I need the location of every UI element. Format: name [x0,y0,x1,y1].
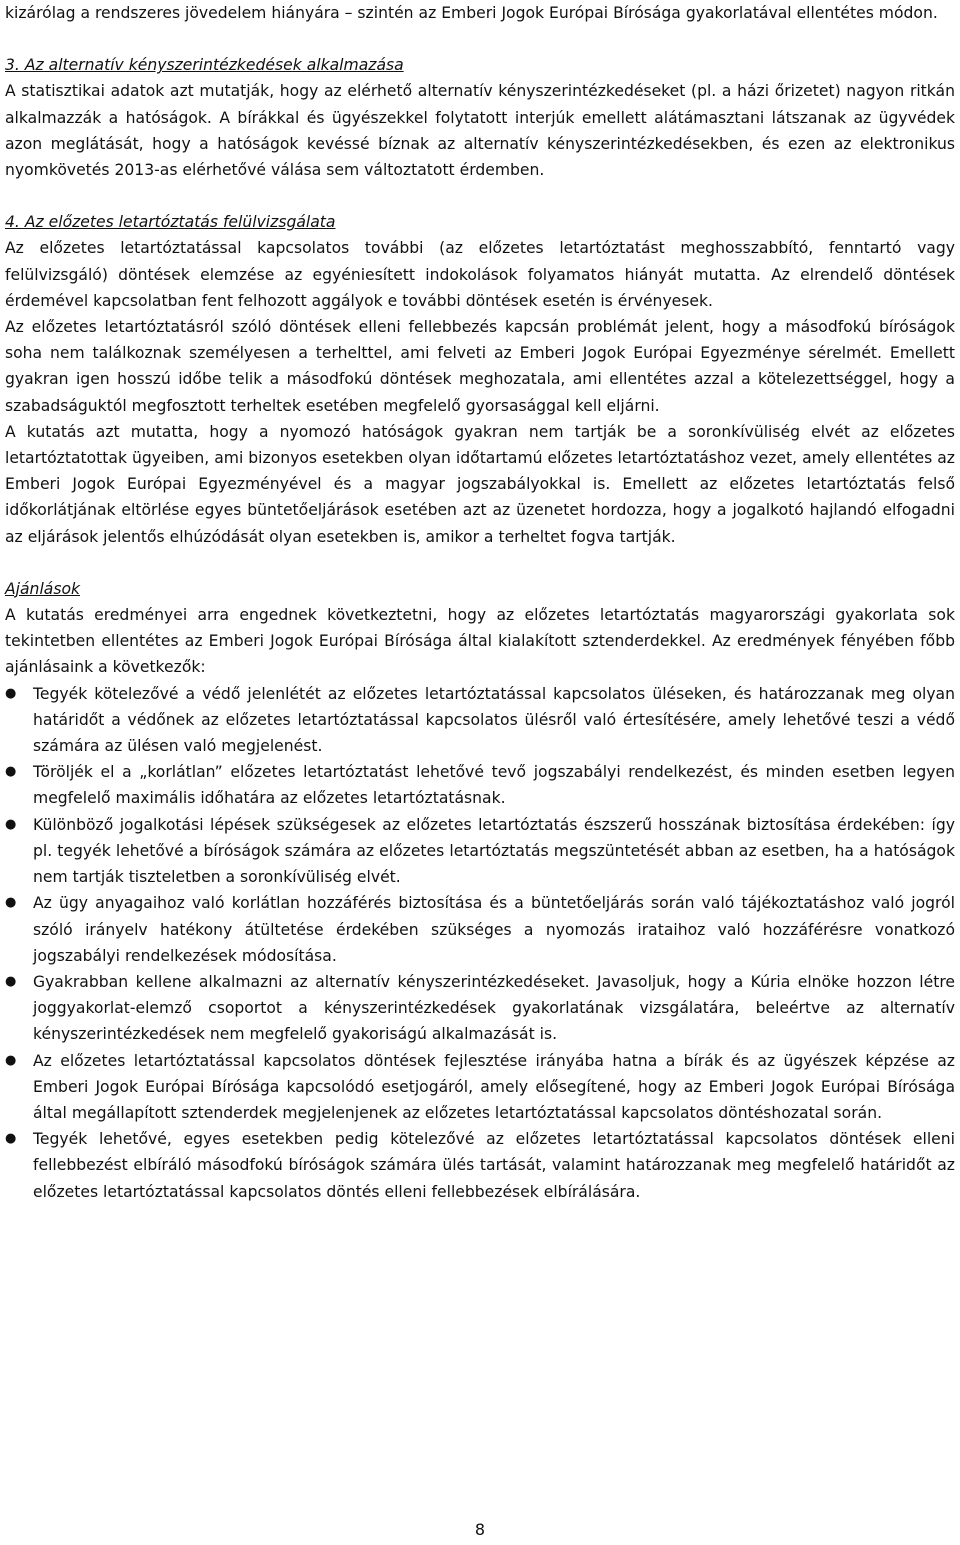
section-3-heading: 3. Az alternatív kényszerintézkedések alkalmazása [5,56,404,75]
spacer [5,550,955,576]
bullet-icon: ● [5,816,17,832]
list-item [5,681,955,760]
recommendations-intro: A kutatás eredményei arra engednek következtetni, hogy az előzetes letartóztatás magyarországi gyakorlata sok tekintetben ellentétes az Emberi Jogok Európai Bírósága által kialakított sztenderdekkel. Az eredmények fényében főbb ajánlásaink a következők: [5,606,955,677]
section-3-paragraph: A statisztikai adatok azt mutatják, hogy az elérhető alternatív kényszerintézkedéseket (pl. a házi őrizetet) nagyon ritkán alkalmazzák a hatóságok. A bírákkal és ügyészekkel folytatott interjúk emellett alátámasztani látszanak az ügyvédek azon meglátását, hogy a hatóságok kevéssé bíznak az alternatív kényszerintézkedésekben, és ezen az elektronikus nyomkövetés 2013-as elérhetővé válása sem változtatott érdemben. [5,82,955,180]
page-number: 8 [474,1520,486,1539]
list-item-text: Tegyék lehetővé, egyes esetekben pedig kötelezővé az előzetes letartóztatással kapcsolatos döntések elleni fellebbezést elbíráló másodfokú bíróságok számára ülés tartását, valamint határozzanak meg megfelelő határidőt az előzetes letartóztatással kapcsolatos döntés elleni fellebbezések elbírálására. [33,1130,955,1201]
recommendations-heading: Ajánlások [5,579,81,598]
section-4-paragraph-2: Az előzetes letartóztatásról szóló döntések elleni fellebbezés kapcsán problémát jelent, hogy a másodfokú bíróságok soha nem találkoznak személyesen a terhelttel, ami felveti az Emberi Jogok Európai Egyezménye sérelmét. Emellett gyakran igen hosszú időbe telik a másodfokú döntések meghozatala, ami ellentétes azzal a kötelezettséggel, hogy a szabadságuktól megfosztott terheltek esetében megfelelő gyorsasággal kell eljárni. [5,318,955,415]
spacer [5,183,955,209]
list-item [5,812,955,891]
bullet-icon: ● [5,764,17,780]
document-page [5,0,955,1205]
list-item-text: Az ügy anyagaihoz való korlátlan hozzáférés biztosítása és a büntetőeljárás során való tájékoztatáshoz való jogról szóló irányelv hatékony átültetése érdekében szükséges a nyomozás irataihoz való hozzáférésre vonatkozó jogszabályi rendelkezések módosítása. [33,894,955,965]
section-4-paragraph-3: A kutatás azt mutatta, hogy a nyomozó hatóságok gyakran nem tartják be a soronkívüliség elvét az előzetes letartóztatottak ügyeiben, ami bizonyos esetekben olyan időtartamú előzetes letartóztatáshoz vezet, amely ellentétes az Emberi Jogok Európai Egyezményével és a magyar jogszabályokkal is. Emellett az előzetes letartóztatás felső időkorlátjának eltörlése egyes büntetőeljárások esetében azt az üzenetet hordozza, hogy a jogalkotó hajlandó elfogadni az eljárások jelentős elhúzódását olyan esetekben is, amikor a terheltet fogva tartják. [5,422,955,546]
bullet-icon: ● [5,895,17,911]
list-item [5,759,955,811]
list-item-text: Az előzetes letartóztatással kapcsolatos döntések fejlesztése irányába hatna a bírák és az ügyészek képzése az Emberi Jogok Európai Bírósága kapcsolódó esetjogáról, amely elősegítené, hogy az Emberi Jogok Európai Bírósága által megállapított sztenderdek megjelenjenek az előzetes letartóztatással kapcsolatos döntéshozatal során. [33,1051,955,1122]
list-item [5,1126,955,1205]
intro-paragraph: kizárólag a rendszeres jövedelem hiányára – szintén az Emberi Jogok Európai Bírósága gyakorlatával ellentétes módon. [5,4,938,22]
bullet-icon: ● [5,1052,17,1068]
list-item [5,890,955,969]
section-4-paragraph-1: Az előzetes letartóztatással kapcsolatos további (az előzetes letartóztatást meghosszabbító, fenntartó vagy felülvizsgáló) döntések elemzése az egyéniesített indokolások folyamatos hiányát mutatta. Az elrendelő döntések érdemével kapcsolatban fent felhozott aggályok e további döntések esetén is érvényesek. [5,239,955,310]
list-item-text: Gyakrabban kellene alkalmazni az alternatív kényszerintézkedéseket. Javasoljuk, hogy a Kúria elnöke hozzon létre joggyakorlat-elemző csoportot a kényszerintézkedések gyakorlatának vizsgálatára, beleértve az alternatív kényszerintézkedések nem megfelelő gyakoriságú alkalmazását is. [33,972,955,1044]
spacer [5,26,955,52]
list-item [5,969,955,1048]
bullet-icon: ● [5,973,17,989]
list-item-text: Tegyék kötelezővé a védő jelenlétét az előzetes letartóztatással kapcsolatos üléseken, és határozzanak meg olyan határidőt a védőnek az előzetes letartóztatással kapcsolatos ülésről való értesítésére, amely lehetővé teszi a védő számára az ülésen való megjelenést. [33,684,955,756]
section-4-heading: 4. Az előzetes letartóztatás felülvizsgálata [5,213,336,232]
list-item [5,1048,955,1127]
recommendations-list [5,681,955,1205]
list-item-text: Különböző jogalkotási lépések szükségesek az előzetes letartóztatás észszerű hosszának biztosítása érdekében: így pl. tegyék lehetővé a bíróságok számára az előzetes letartóztatás megszüntetését abban az esetben, ha a hatóságok nem tartják tiszteletben a soronkívüliség elvét. [33,815,955,887]
list-item-text: Töröljék el a „korlátlan” előzetes letartóztatást lehetővé tevő jogszabályi rendelkezést, és minden esetben legyen megfelelő maximális időhatára az előzetes letartóztatásnak. [33,763,955,808]
bullet-icon: ● [5,685,17,701]
bullet-icon: ● [5,1131,17,1147]
